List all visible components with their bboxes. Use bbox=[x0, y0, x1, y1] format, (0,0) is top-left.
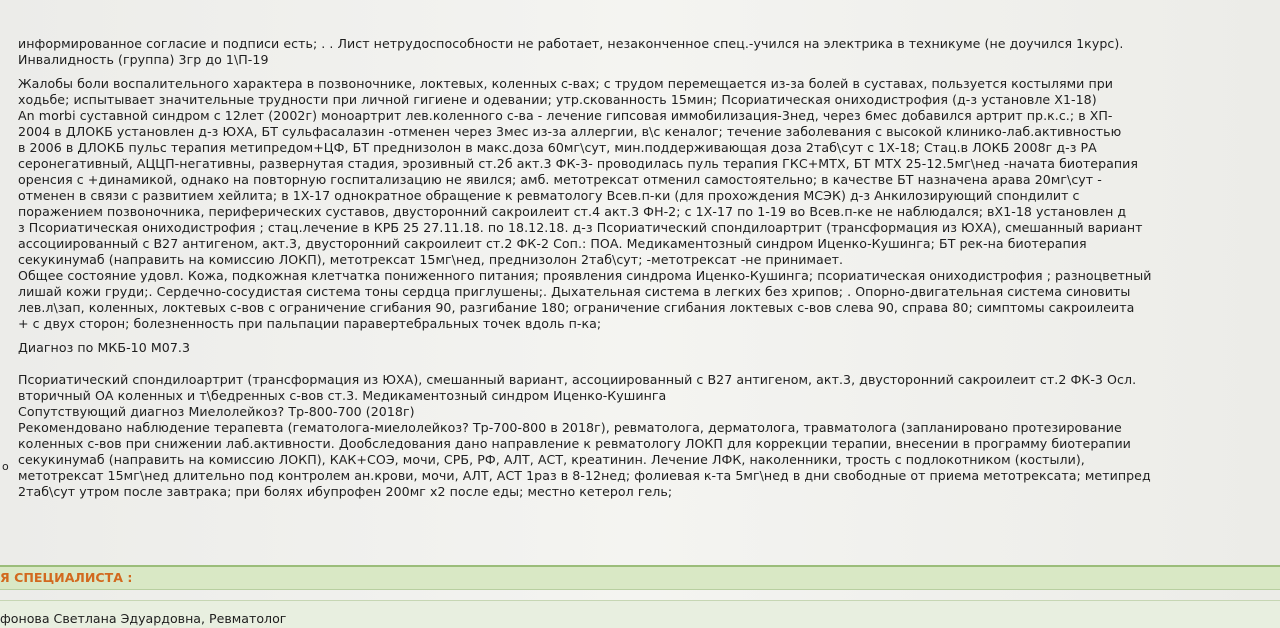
recommendations-line-5: 2таб\сут утром после завтрака; при болях ибупрофен 200мг х2 после еды; местно кетерол гель; bbox=[18, 484, 673, 499]
diagnosis-line-2: вторичный ОА коленных и т\бедренных с-вов ст.3. Медикаментозный синдром Иценко-Кушинга bbox=[18, 388, 667, 403]
anamnesis-line-2: 2004 в ДЛОКБ установлен д-з ЮХА, БТ сульфасалазин -отменен через 3мес из-за аллергии, в\с кеналог; течение заболевания с высокой клинико-лаб.активностью bbox=[18, 124, 1122, 139]
status-line-3: лев.л\зап, коленных, локтевых с-вов с ограничение сгибания 90, разгибание 180; ограничение сгибания локтевых с-вов слева 90, справа 80; симптомы сакроилеита bbox=[18, 300, 1135, 315]
comorbid-diagnosis: Сопутствующий диагноз Миелолейкоз? Тр-800-700 (2018г) bbox=[18, 404, 415, 419]
anamnesis-line-9: ассоциированный с В27 антигеном, акт.3, двусторонний сакроилеит ст.2 ФК-2 Соп.: ПОА. Медикаментозный синдром Иценко-Кушинга; БТ рек-на биотерапия bbox=[18, 236, 1087, 251]
anamnesis-line-10: секукинумаб (направить на комиссию ЛОКП), метотрексат 15мг\нед, преднизолон 2таб\сут; -метотрексат -не принимает. bbox=[18, 252, 844, 267]
specialist-footer bbox=[0, 600, 1280, 628]
record-text bbox=[18, 36, 1280, 500]
complaints-line-2: ходьбе; испытывает значительные трудности при личной гигиене и одевании; утр.скованность 15мин; Псориатическая ониходистрофия (д-з установле Х1-18) bbox=[18, 92, 1097, 107]
anamnesis-line-3: в 2006 в ДЛОКБ пульс терапия метипредом+ЦФ, БТ преднизолон в макс.доза 60мг\сут, мин.поддерживающая доза 2таб\сут с 1Х-18; Стац.в ЛОКБ 2008г д-з РА bbox=[18, 140, 1097, 155]
anamnesis-line-6: отменен в связи с развитием хейлита; в 1Х-17 однократное обращение к ревматологу Всев.п-ки (для прохождения МСЭК) д-з Анкилозирующий спондилит с bbox=[18, 188, 1080, 203]
status-line-4: + с двух сторон; болезненность при пальпации паравертебральных точек вдоль п-ка; bbox=[18, 316, 602, 331]
anamnesis-line-8: з Псориатическая ониходистрофия ; стац.лечение в КРБ 25 27.11.18. по 18.12.18. д-з Псориатический спондилоартрит (трансформация из ЮХА), смешанный вариант bbox=[18, 220, 1143, 235]
status-line-1: Общее состояние удовл. Кожа, подкожная клетчатка пониженного питания; проявления синдрома Иценко-Кушинга; псориатическая ониходистрофия ; разноцветный bbox=[18, 268, 1152, 283]
diagnosis-code: Диагноз по МКБ-10 М07.3 bbox=[18, 340, 191, 355]
anamnesis-line-5: оренсия с +динамикой, однако на повторную госпитализацию не явился; амб. метотрексат отменил самостоятельно; в качестве БТ назначена арава 20мг\сут - bbox=[18, 172, 1102, 187]
anamnesis-line-7: поражением позвоночника, периферических суставов, двусторонний сакроилеит ст.4 акт.3 ФН-2; с 1Х-17 по 1-19 во Всев.п-ке не наблюдался; вХ1-18 установлен д bbox=[18, 204, 1127, 219]
anamnesis-line-1: An morbi суставной синдром с 12лет (2002г) моноартрит лев.коленного с-ва - лечение гипсовая иммобилизация-3нед, через 6мес добавился артрит пр.к.с.; в ХП- bbox=[18, 108, 1113, 123]
section-title: Я СПЕЦИАЛИСТА : bbox=[0, 570, 133, 585]
specialist-section-header bbox=[0, 565, 1280, 590]
diagnosis-line-1: Псориатический спондилоартрит (трансформация из ЮХА), смешанный вариант, ассоциированный с В27 антигеном, акт.3, двусторонний сакроилеит ст.2 ФК-3 Осл. bbox=[18, 372, 1137, 387]
recommendations-line-1: Рекомендовано наблюдение терапевта (гематолога-миелолейкоз? Тр-700-800 в 2018г), ревматолога, дерматолога, травматолога (запланировано протезирование bbox=[18, 420, 1122, 435]
recommendations-line-2: коленных с-вов при снижении лаб.активности. Дообследования дано направление к ревматологу ЛОКП для коррекции терапии, внесении в программу биотерапии bbox=[18, 436, 1131, 451]
status-line-2: лишай кожи груди;. Сердечно-сосудистая система тоны сердца приглушены;. Дыхательная система в легких без хрипов; . Опорно-двигательная система синовиты bbox=[18, 284, 1131, 299]
complaints-line-1: Жалобы боли воспалительного характера в позвоночнике, локтевых, коленных с-вах; с трудом перемещается из-за болей в суставах, пользуется костылями при bbox=[18, 76, 1114, 91]
doctor-name[interactable]: фонова Светлана Эдуардовна, Ревматолог bbox=[0, 611, 287, 626]
recommendations-line-4: метотрексат 15мг\нед длительно под контролем ан.крови, мочи, АЛТ, АСТ 1раз в 8-12нед; фолиевая к-та 5мг\нед в дни свободные от приема метотрексата; метипред bbox=[18, 468, 1151, 483]
recommendations-line-3: секукинумаб (направить на комиссию ЛОКП), КАК+СОЭ, мочи, СРБ, РФ, АЛТ, АСТ, креатинин. Лечение ЛФК, наколенники, трость с подлокотником (костыли), bbox=[18, 452, 1085, 467]
consent-line-1: информированное согласие и подписи есть; . . Лист нетрудоспособности не работает, незаконченное спец.-учился на электрика в техникуме (не доучился 1курс). bbox=[18, 36, 1124, 51]
anamnesis-line-4: серонегативный, АЦЦП-негативны, развернутая стадия, эрозивный ст.2б акт.3 ФК-3- проводилась пуль терапия ГКС+МТХ, БТ МТХ 25-12.5мг\нед -начата биотерапия bbox=[18, 156, 1139, 171]
consent-line-2: Инвалидность (группа) 3гр до 1\П-19 bbox=[18, 52, 269, 67]
bullet-icon: o bbox=[2, 460, 9, 473]
